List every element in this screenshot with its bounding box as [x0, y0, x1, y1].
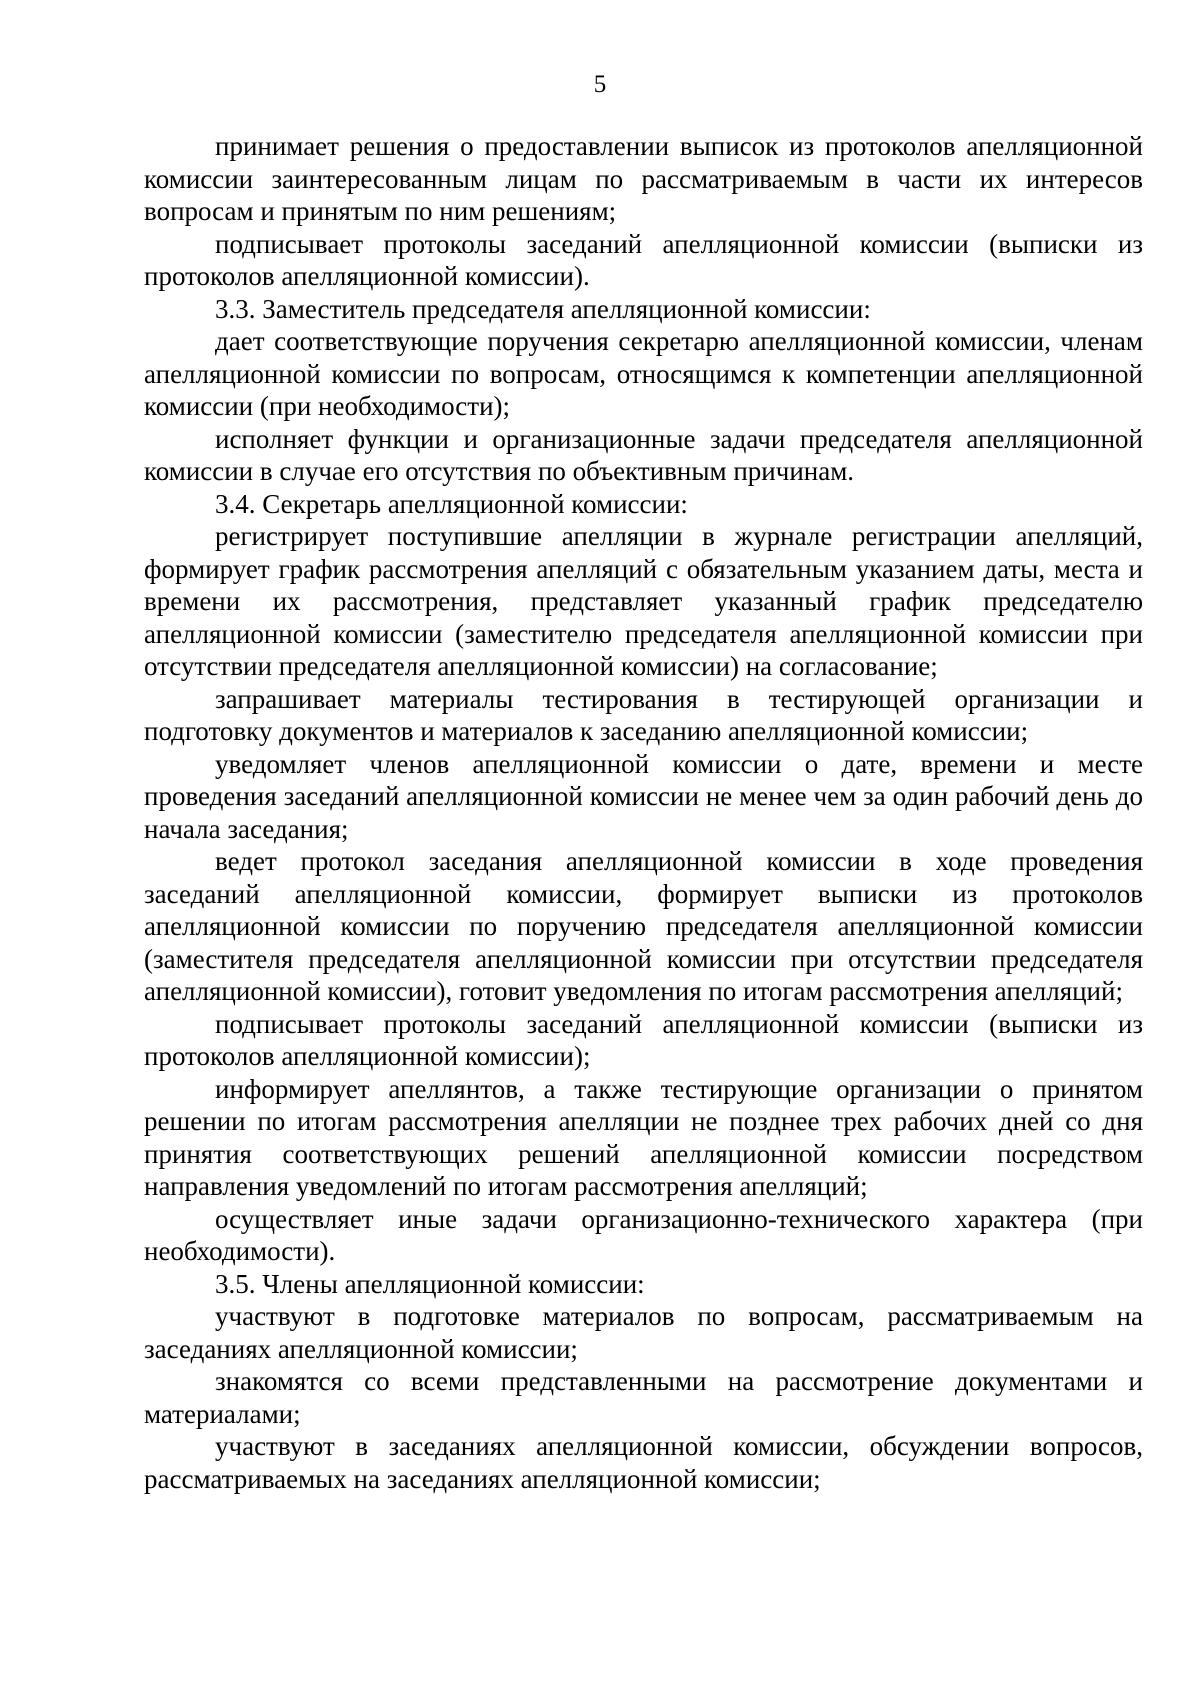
section-heading-3-3: 3.3. Заместитель председателя апелляционной комиссии: — [215, 293, 871, 324]
paragraph: запрашивает материалы тестирования в тестирующей организации и подготовку документов и материалов к заседанию апелляционной комиссии; — [144, 683, 1143, 746]
paragraph: подписывает протоколы заседаний апелляционной комиссии (выписки из протоколов апелляционной комиссии); — [144, 1008, 1143, 1071]
paragraph: уведомляет членов апелляционной комиссии о дате, времени и месте проведения заседаний апелляционной комиссии не менее чем за один рабочий день до начала заседания; — [144, 748, 1143, 844]
paragraph: подписывает протоколы заседаний апелляционной комиссии (выписки из протоколов апелляционной комиссии). — [144, 228, 1143, 291]
paragraph: участвуют в подготовке материалов по вопросам, рассматриваемым на заседаниях апелляционной комиссии; — [144, 1301, 1143, 1364]
paragraph: ведет протокол заседания апелляционной комиссии в ходе проведения заседаний апелляционной комиссии, формирует выписки из протоколов апелляционной комиссии по поручению председателя апелляционной комиссии (заместителя председателя апелляционной комиссии при отсутствии председателя апелляционной комиссии), готовит уведомления по итогам рассмотрения апелляций; — [144, 846, 1143, 1006]
section-heading-3-5: 3.5. Члены апелляционной комиссии: — [215, 1268, 645, 1299]
paragraph: осуществляет иные задачи организационно-технического характера (при необходимости). — [144, 1203, 1143, 1266]
section-heading-3-4: 3.4. Секретарь апелляционной комиссии: — [215, 488, 688, 519]
paragraph: регистрирует поступившие апелляции в журнале регистрации апелляций, формирует график рассмотрения апелляций с обязательным указанием даты, места и времени их рассмотрения, представляет указанный график председателю апелляционной комиссии (заместителю председателя апелляционной комиссии при отсутствии председателя апелляционной комиссии) на согласование; — [144, 521, 1143, 681]
paragraph: исполняет функции и организационные задачи председателя апелляционной комиссии в случае его отсутствия по объективным причинам. — [144, 423, 1143, 486]
paragraph: знакомятся со всеми представленными на рассмотрение документами и материалами; — [144, 1366, 1143, 1429]
paragraph: информирует апеллянтов, а также тестирующие организации о принятом решении по итогам рассмотрения апелляции не позднее трех рабочих дней со дня принятия соответствующих решений апелляционной комиссии посредством направления уведомлений по итогам рассмотрения апелляций; — [144, 1073, 1143, 1201]
document-body — [144, 130, 1143, 1495]
paragraph: участвуют в заседаниях апелляционной комиссии, обсуждении вопросов, рассматриваемых на заседаниях апелляционной комиссии; — [144, 1431, 1143, 1494]
page-number: 5 — [593, 71, 607, 98]
paragraph: принимает решения о предоставлении выписок из протоколов апелляционной комиссии заинтересованным лицам по рассматриваемым в части их интересов вопросам и принятым по ним решениям; — [144, 131, 1143, 226]
paragraph: дает соответствующие поручения секретарю апелляционной комиссии, членам апелляционной комиссии по вопросам, относящимся к компетенции апелляционной комиссии (при необходимости); — [144, 326, 1143, 421]
